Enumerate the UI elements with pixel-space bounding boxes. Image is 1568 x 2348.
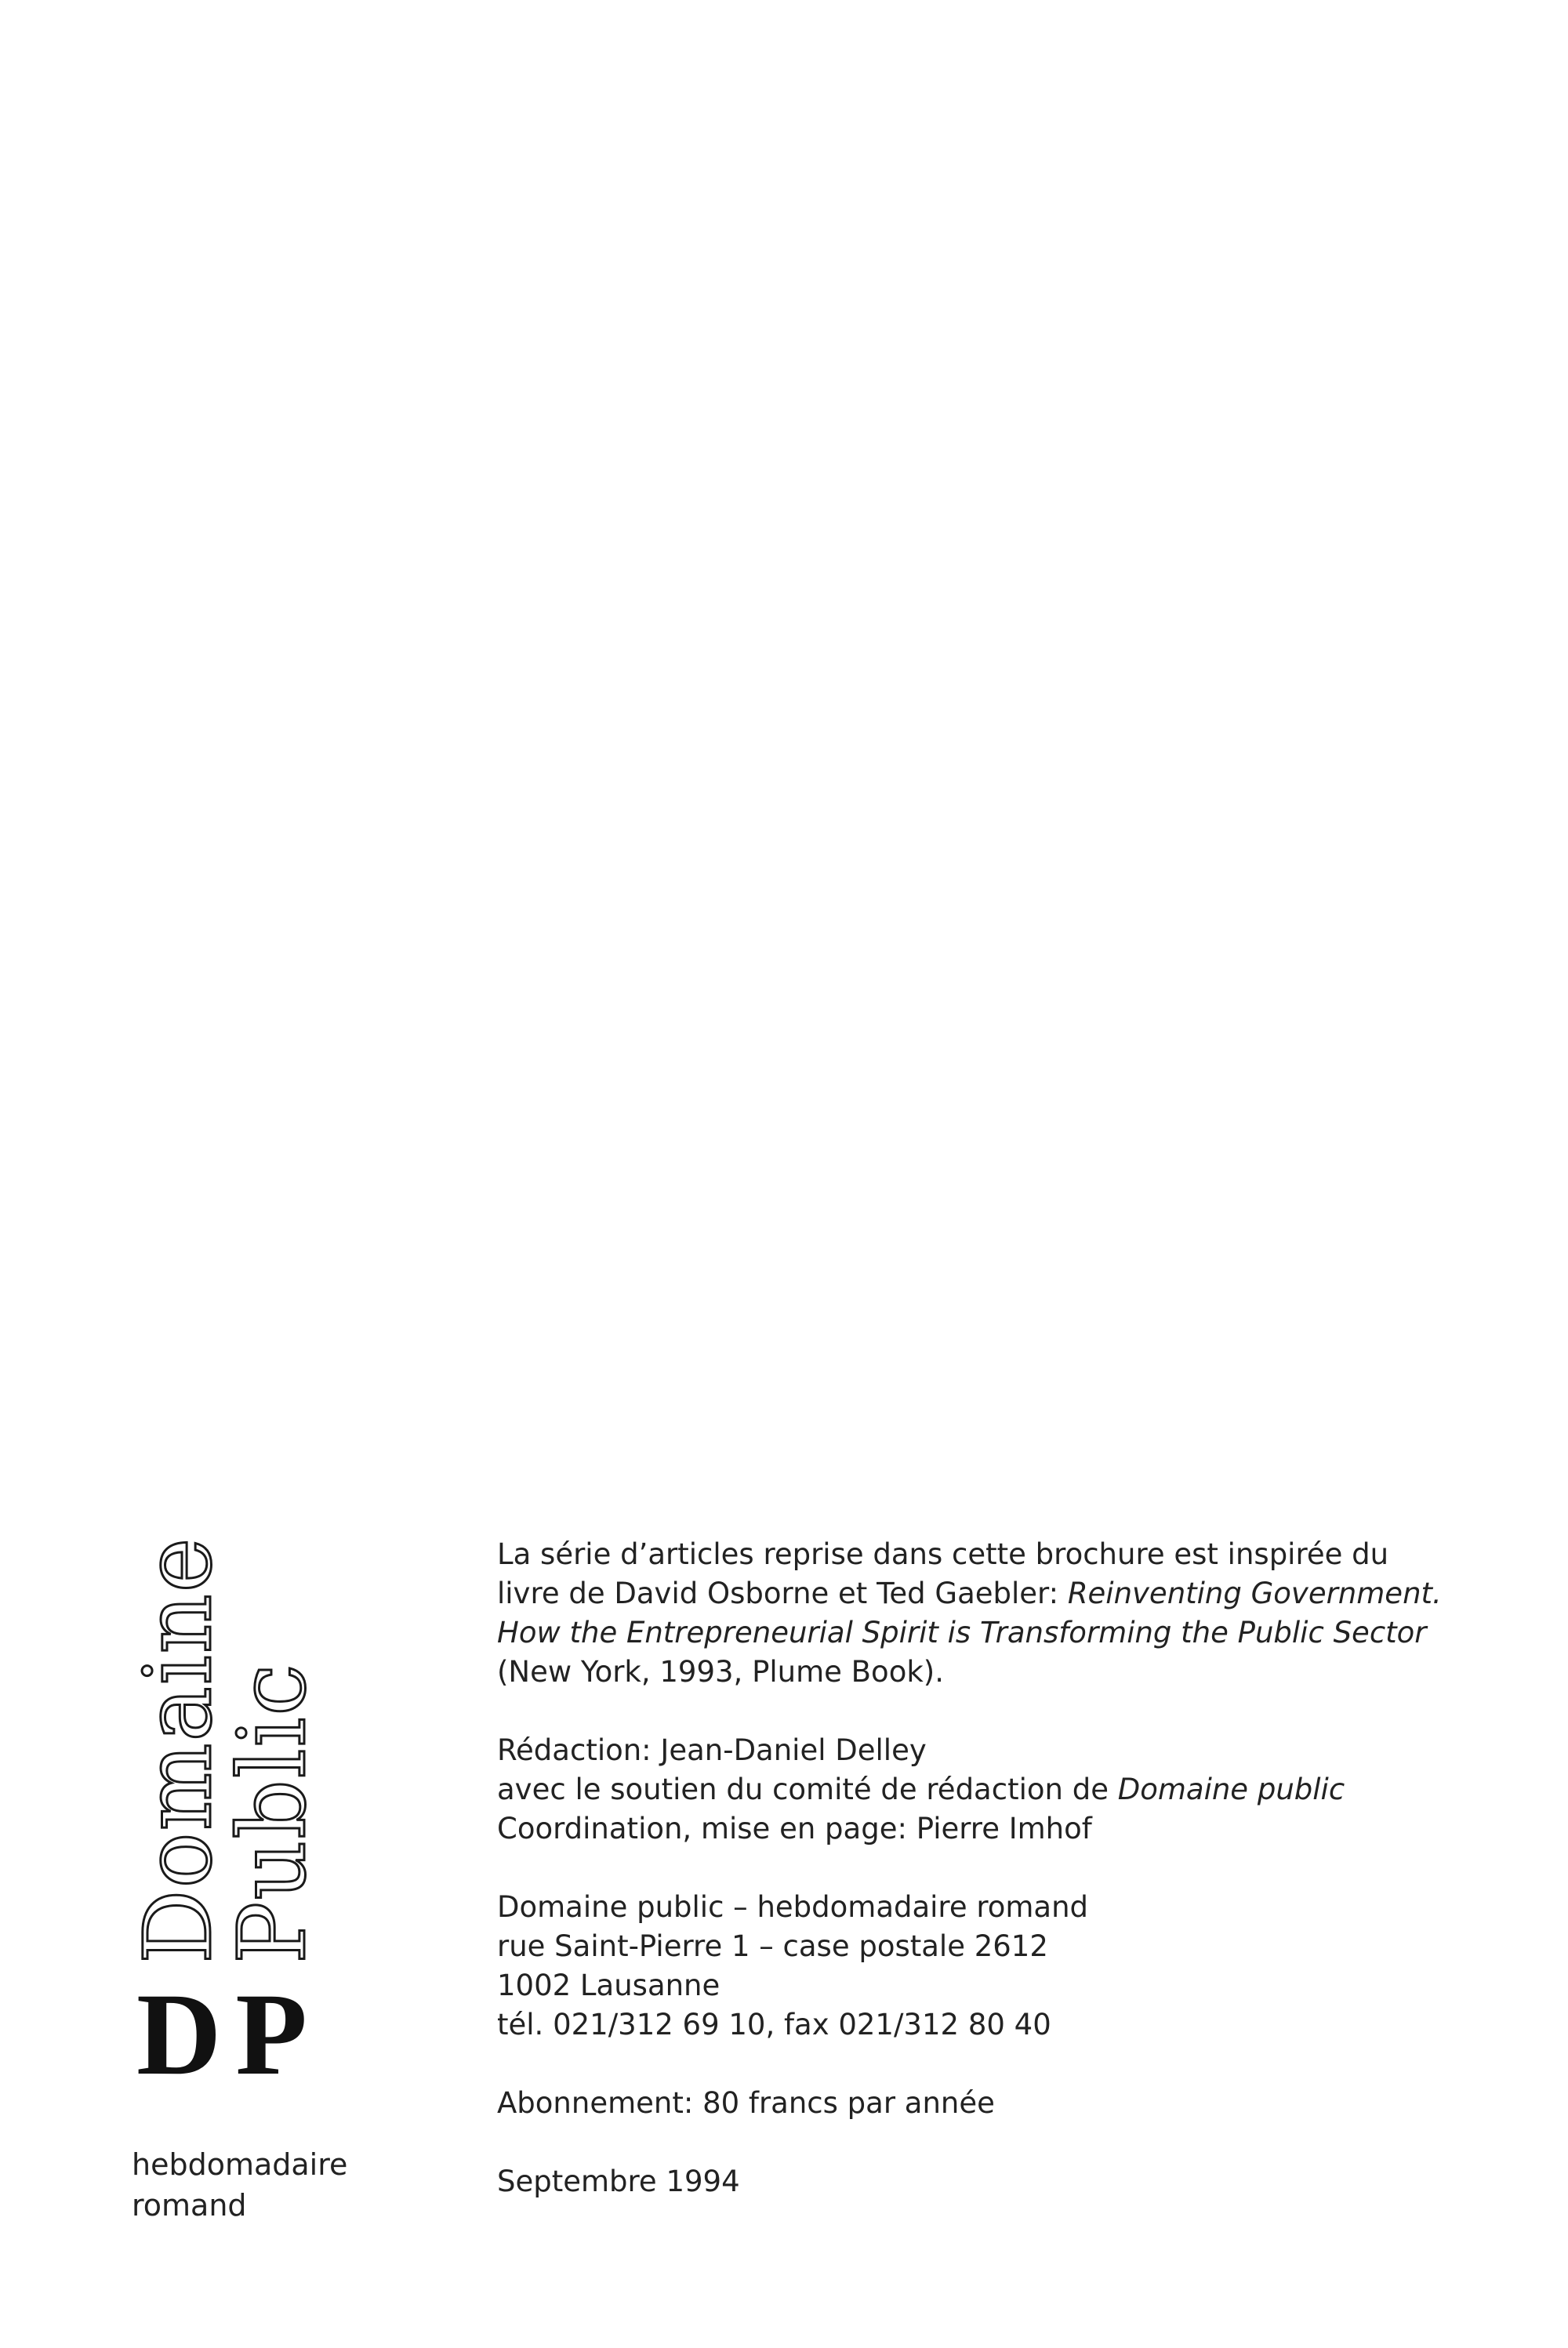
intro-line-2 — [497, 1574, 1516, 1613]
date-paragraph — [497, 2162, 1516, 2201]
credits-coordination: Coordination, mise en page: Pierre Imhof — [497, 1812, 1092, 1845]
address-line-3: 1002 Lausanne — [497, 1969, 720, 2002]
logo-word-domaine: Domaine — [124, 1536, 232, 1964]
credits-redaction: Rédaction: Jean-Daniel Delley — [497, 1733, 927, 1767]
logo-tagline — [132, 2144, 347, 2226]
subscription-paragraph — [497, 2084, 1516, 2123]
publication-date: Septembre 1994 — [497, 2165, 740, 2198]
logo-word-public: Public — [218, 1662, 326, 1964]
address-line-2: rue Saint-Pierre 1 – case postale 2612 — [497, 1929, 1048, 1963]
logo-monogram-dp: DP — [136, 1969, 321, 2099]
credits-support-text: avec le soutien du comité de rédaction de — [497, 1773, 1118, 1806]
domaine-public-logo — [124, 1529, 361, 2223]
intro-paragraph — [497, 1535, 1516, 1692]
logo-vertical-wordmark — [125, 1529, 329, 1968]
address-paragraph — [497, 1888, 1516, 2045]
colophon-text — [497, 1535, 1516, 2241]
subscription-text: Abonnement: 80 francs par année — [497, 2086, 995, 2120]
book-title: Reinventing Government. — [1067, 1577, 1442, 1610]
intro-line-1: La série d’articles reprise dans cette brochure est inspirée du — [497, 1537, 1389, 1571]
credits-support-publication: Domaine public — [1117, 1773, 1345, 1806]
intro-line-3 — [497, 1613, 1516, 1653]
credits-support — [497, 1770, 1516, 1809]
book-subtitle: How the Entrepreneurial Spirit is Transforming the Public Sector — [497, 1616, 1427, 1649]
intro-line-4: (New York, 1993, Plume Book). — [497, 1655, 944, 1689]
intro-line-2-text: livre de David Osborne et Ted Gaebler: — [497, 1577, 1068, 1610]
logo-tagline-line1: hebdomadaire — [132, 2147, 348, 2182]
address-line-1: Domaine public – hebdomadaire romand — [497, 1890, 1089, 1924]
address-line-4: tél. 021/312 69 10, fax 021/312 80 40 — [497, 2008, 1051, 2041]
logo-tagline-line2: romand — [132, 2188, 247, 2223]
credits-paragraph — [497, 1731, 1516, 1849]
